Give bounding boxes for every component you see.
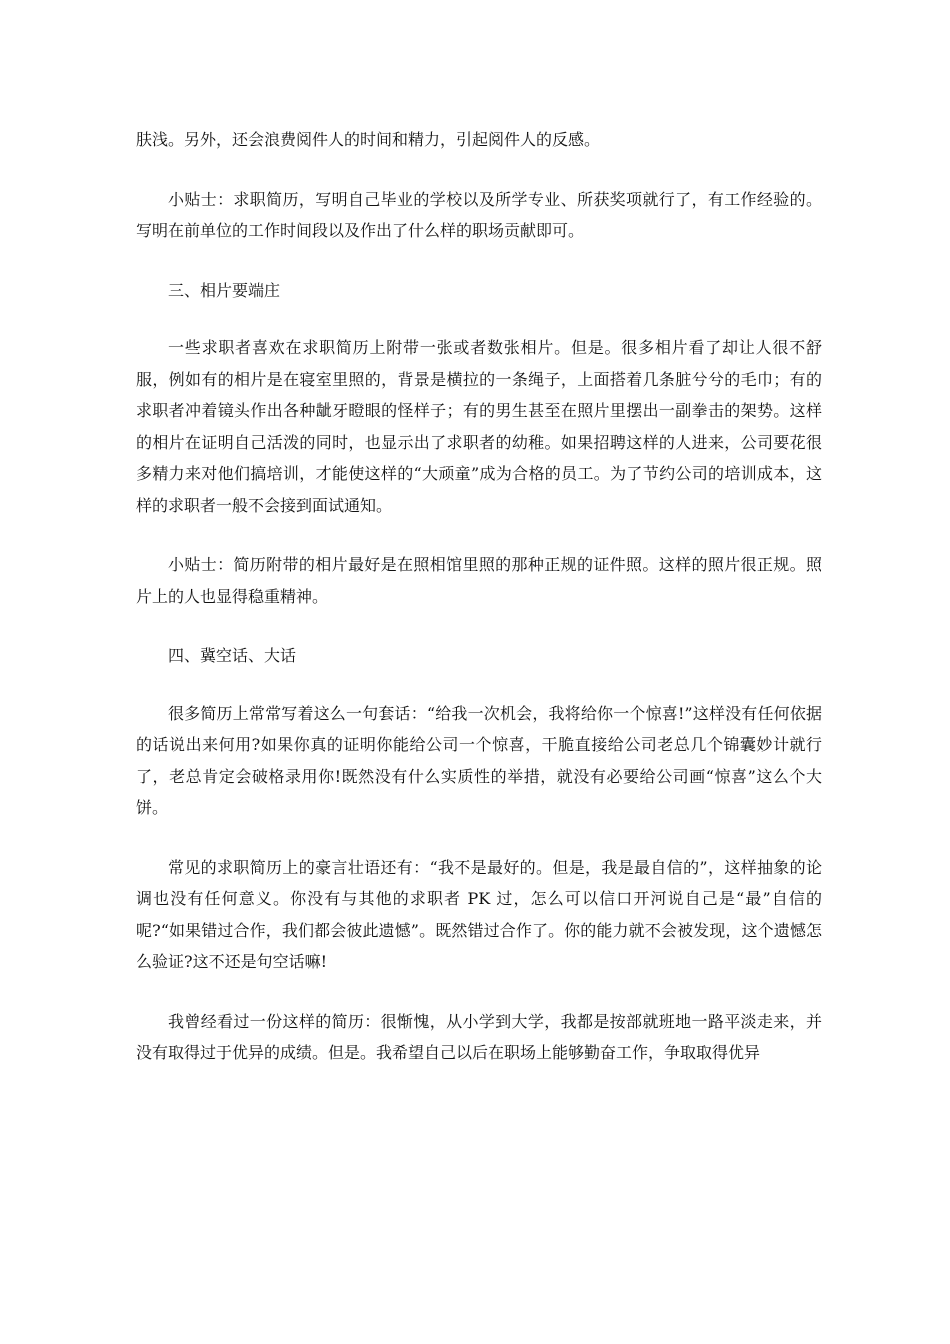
section-heading: 三、相片要端庄: [168, 280, 281, 300]
paragraph: 很多简历上常常写着这么一句套话：“给我一次机会，我将给你一个惊喜!”这样没有任何依据的话说出来何用?如果你真的证明你能给公司一个惊喜，干脆直接给公司老总几个锦囊妙计就行了，老总肯定会破格录用你!既然没有什么实质性的举措，就没有必要给公司画“惊喜”这么个大饼。: [136, 703, 822, 817]
paragraph: 我曾经看过一份这样的简历：很惭愧，从小学到大学，我都是按部就班地一路平淡走来，并没有取得过于优异的成绩。但是。我希望自己以后在职场上能够勤奋工作，争取取得优异: [136, 1011, 822, 1062]
paragraph: 一些求职者喜欢在求职简历上附带一张或者数张相片。但是。很多相片看了却让人很不舒服，例如有的相片是在寝室里照的，背景是横拉的一条绳子，上面搭着几条脏兮兮的毛巾；有的求职者冲着镜头作出各种龇牙瞪眼的怪样子；有的男生甚至在照片里摆出一副拳击的架势。这样的相片在证明自己活泼的同时，也显示出了求职者的幼稚。如果招聘这样的人进来，公司要花很多精力来对他们搞培训，才能使这样的“大顽童”成为合格的员工。为了节约公司的培训成本，这样的求职者一般不会接到面试通知。: [136, 338, 822, 515]
document-body: [136, 124, 822, 1097]
paragraph: 常见的求职简历上的豪言壮语还有：“我不是最好的。但是，我是最自信的”，这样抽象的论调也没有任何意义。你没有与其他的求职者 PK 过，怎么可以信口开河说自己是“最”自信的呢?“如果错过合作，我们都会彼此遗憾”。既然错过合作了。你的能力就不会被发现，这个遗憾怎么验证?这不还是句空话嘛!: [136, 857, 822, 971]
paragraph: 肤浅。另外，还会浪费阅件人的时间和精力，引起阅件人的反感。: [136, 130, 601, 149]
tip-paragraph: 小贴士：求职简历，写明自己毕业的学校以及所学专业、所获奖项就行了，有工作经验的。写明在前单位的工作时间段以及作出了什么样的职场贡献即可。: [136, 189, 822, 240]
tip-paragraph: 小贴士：简历附带的相片最好是在照相馆里照的那种正规的证件照。这样的照片很正规。照片上的人也显得稳重精神。: [136, 555, 822, 606]
section-heading: 四、冀空话、大话: [168, 646, 297, 665]
